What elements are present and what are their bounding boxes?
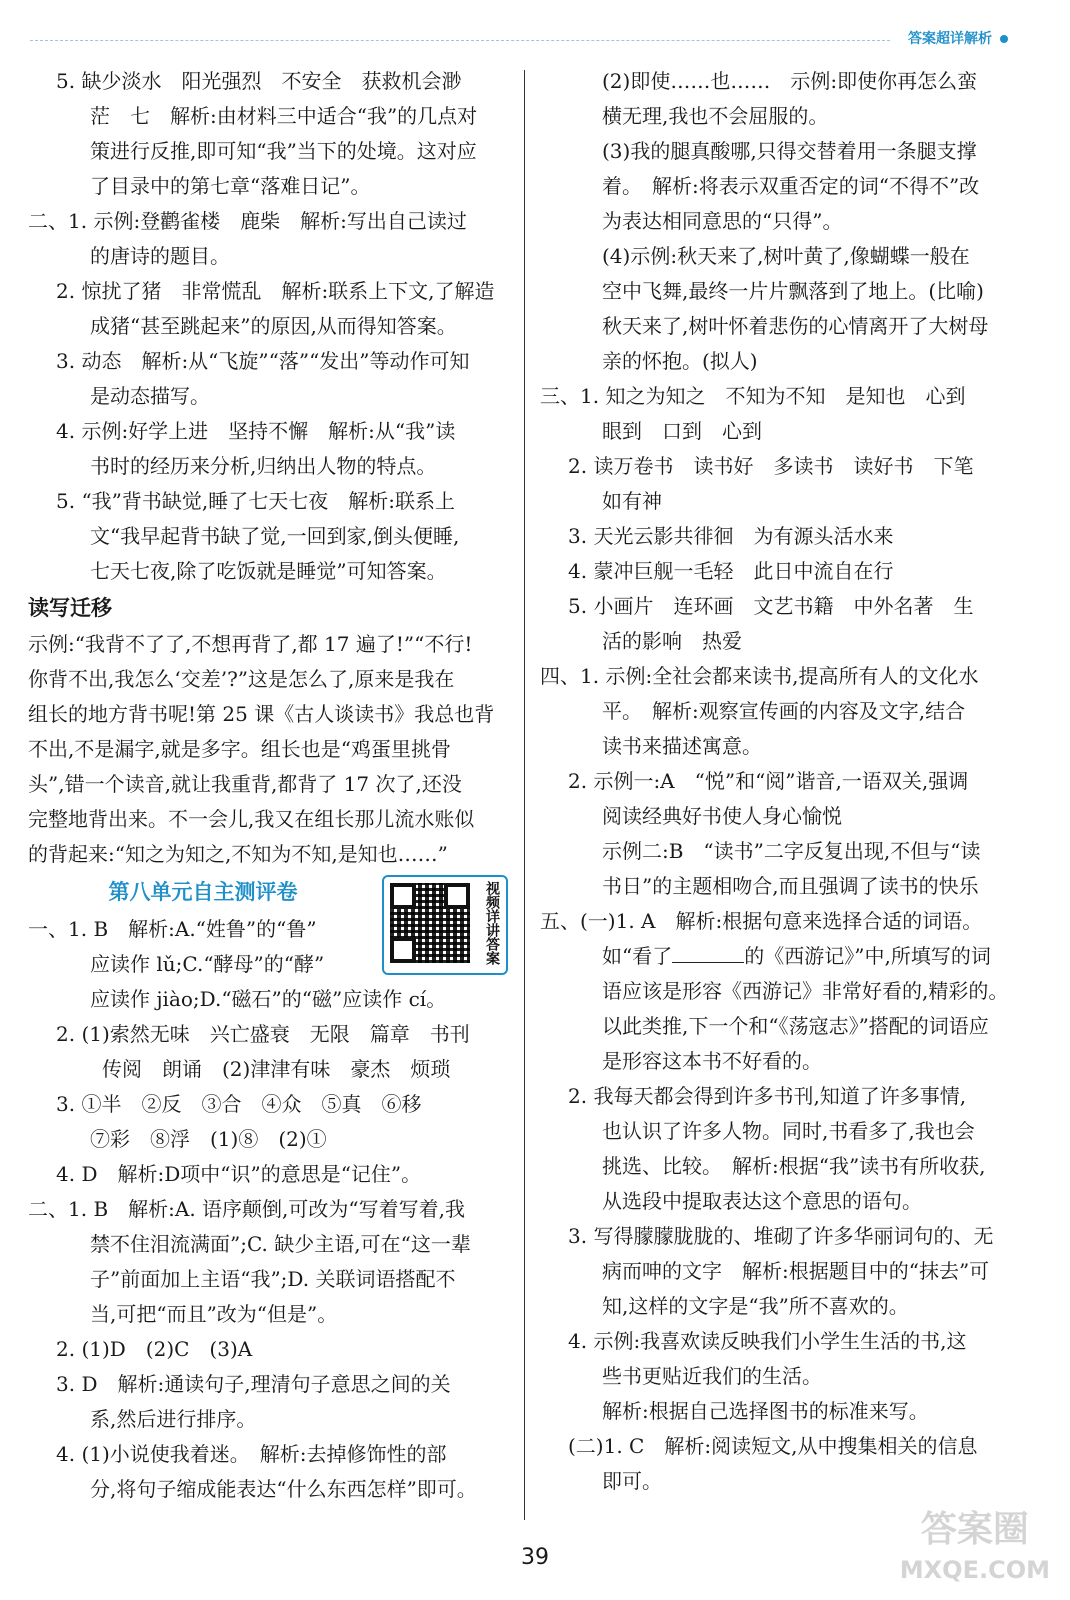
watermark-logo	[900, 1510, 1050, 1590]
unit-title: 第八单元自主测评卷	[108, 880, 298, 904]
text-line: (二)1. C 解析:阅读短文,从中搜集相关的信息	[568, 1434, 978, 1458]
text-line: 3. ①半 ②反 ③合 ④众 ⑤真 ⑥移	[56, 1092, 422, 1116]
text-line: 2. 惊扰了猪 非常慌乱 解析:联系上下文,了解造	[56, 279, 495, 303]
text-line: 4. 蒙冲巨舰一毛轻 此日中流自在行	[568, 559, 894, 583]
text-line: 了目录中的第七章“落难日记”。	[90, 174, 371, 198]
header-dot-icon	[1000, 35, 1008, 43]
text-line: 以此类推,下一个和“《荡寇志》”搭配的词语应	[602, 1014, 989, 1038]
text-line: 应读作 lǔ;C.“酵母”的“酵”	[90, 952, 325, 976]
text-line: 阅读经典好书使人身心愉悦	[602, 804, 842, 828]
text-line: 成猪“甚至跳起来”的原因,从而得知答案。	[90, 314, 457, 338]
text-line: 3. 写得朦朦胧胧的、堆砌了许多华丽词句的、无	[568, 1224, 994, 1248]
text-line: 书日”的主题相吻合,而且强调了读书的快乐	[602, 874, 979, 898]
section-heading-reading-writing: 读写迁移	[28, 596, 112, 620]
text-line: 不出,不是漏字,就是多字。组长也是“鸡蛋里挑骨	[28, 737, 451, 761]
text-line: 眼到 口到 心到	[602, 419, 762, 443]
text-line: 从选段中提取表达这个意思的语句。	[602, 1189, 922, 1213]
text-line: 着。 解析:将表示双重否定的词“不得不”改	[602, 174, 980, 198]
text-line: 是动态描写。	[90, 384, 210, 408]
text-line: ⑦彩 ⑧浮 (1)⑧ (2)①	[90, 1127, 327, 1151]
text-line: 3. 天光云影共徘徊 为有源头活水来	[568, 524, 894, 548]
text-line: 2. 读万卷书 读书好 多读书 读好书 下笔	[568, 454, 974, 478]
page-number: 39	[521, 1545, 549, 1570]
text-line: 书时的经历来分析,归纳出人物的特点。	[90, 454, 437, 478]
watermark-url: MXQE.COM	[899, 1556, 1050, 1584]
text-line: 为表达相同意思的“只得”。	[602, 209, 843, 233]
text-line: 分,将句子缩成能表达“什么东西怎样”即可。	[90, 1477, 477, 1501]
qr-code-icon[interactable]	[390, 883, 470, 963]
text-line: 系,然后进行排序。	[90, 1407, 257, 1431]
text-fragment: 的《西游记》”中,所填写的词	[744, 944, 991, 968]
text-line: 示例二:B “读书”二字反复出现,不但与“读	[602, 839, 981, 863]
text-line: 当,可把“而且”改为“但是”。	[90, 1302, 338, 1326]
text-line: 3. D 解析:通读句子,理清句子意思之间的关	[56, 1372, 451, 1396]
text-line: 2. (1)D (2)C (3)A	[56, 1337, 253, 1361]
qr-finder-icon	[390, 883, 416, 909]
text-line: 4. 示例:我喜欢读反映我们小学生生活的书,这	[568, 1329, 967, 1353]
text-line: 3. 动态 解析:从“飞旋”“落”“发出”等动作可知	[56, 349, 470, 373]
text-line: 即可。	[602, 1469, 662, 1493]
left-column	[28, 64, 518, 1507]
text-line: 二、1. 示例:登鹳雀楼 鹿柴 解析:写出自己读过	[28, 209, 467, 233]
text-line: 的唐诗的题目。	[90, 244, 230, 268]
text-line: 语应该是形容《西游记》非常好看的,精彩的。	[602, 979, 1009, 1003]
text-line: 如有神	[602, 489, 662, 513]
text-line: 的背起来:“知之为知之,不知为不知,是知也……”	[28, 842, 448, 866]
text-line: 解析:根据自己选择图书的标准来写。	[602, 1399, 929, 1423]
text-line: 三、1. 知之为知之 不知为不知 是知也 心到	[540, 384, 966, 408]
text-line: 挑选、比较。 解析:根据“我”读书有所收获,	[602, 1154, 986, 1178]
text-line: 文“我早起背书缺了觉,一回到家,倒头便睡,	[90, 524, 460, 548]
qr-finder-icon	[390, 937, 416, 963]
text-line: 2. 我每天都会得到许多书刊,知道了许多事情,	[568, 1084, 967, 1108]
text-line: (4)示例:秋天来了,树叶黄了,像蝴蝶一般在	[602, 244, 970, 268]
text-line: 策进行反推,即可知“我”当下的处境。这对应	[90, 139, 477, 163]
text-line: 2. 示例一:A “悦”和“阅”谐音,一语双关,强调	[568, 769, 969, 793]
text-line: 完整地背出来。不一会儿,我又在组长那儿流水账似	[28, 807, 475, 831]
right-column	[540, 64, 1020, 1499]
text-line: 病而呻的文字 解析:根据题目中的“抹去”可	[602, 1259, 990, 1283]
text-line: 亲的怀抱。(拟人)	[602, 349, 758, 373]
text-line: 示例:“我背不了了,不想再背了,都 17 遍了!”“不行!	[28, 632, 473, 656]
text-line: 组长的地方背书呢!第 25 课《古人谈读书》我总也背	[28, 702, 495, 726]
text-line: 你背不出,我怎么‘交差’?”这是怎么了,原来是我在	[28, 667, 455, 691]
text-line: 也认识了许多人物。同时,书看多了,我也会	[602, 1119, 975, 1143]
text-line: 五、(一)1. A 解析:根据句意来选择合适的词语。	[540, 909, 983, 933]
text-line: 七天七夜,除了吃饭就是睡觉”可知答案。	[90, 559, 447, 583]
text-line: 读书来描述寓意。	[602, 734, 762, 758]
qr-finder-icon	[444, 883, 470, 909]
text-line: 4. D 解析:D项中“识”的意思是“记住”。	[56, 1162, 422, 1186]
text-fragment: 如“看了	[602, 944, 673, 968]
text-line: 5. 缺少淡水 阳光强烈 不安全 获救机会渺	[56, 69, 462, 93]
text-line: 活的影响 热爱	[602, 629, 742, 653]
text-line: 空中飞舞,最终一片片飘落到了地上。(比喻)	[602, 279, 984, 303]
text-line: 头”,错一个读音,就让我重背,都背了 17 次了,还没	[28, 772, 462, 796]
video-answer-qr-box[interactable]	[382, 875, 508, 975]
text-line: 茫 七 解析:由材料三中适合“我”的几点对	[90, 104, 478, 128]
text-line: (2)即使……也…… 示例:即使你再怎么蛮	[602, 69, 978, 93]
text-line: 禁不住泪流满面”;C. 缺少主语,可在“这一辈	[90, 1232, 471, 1256]
text-line: 5. 小画片 连环画 文艺书籍 中外名著 生	[568, 594, 974, 618]
text-line: 是形容这本书不好看的。	[602, 1049, 822, 1073]
header-divider	[30, 40, 890, 41]
text-line: 平。 解析:观察宣传画的内容及文字,结合	[602, 699, 966, 723]
text-line: 秋天来了,树叶怀着悲伤的心情离开了大树母	[602, 314, 989, 338]
text-line	[540, 939, 1020, 974]
text-line: 一、1. B 解析:A.“姓鲁”的“鲁”	[28, 917, 317, 941]
watermark-text: 答案圈	[920, 1509, 1029, 1550]
column-divider	[524, 70, 525, 1520]
text-line: 些书更贴近我们的生活。	[602, 1364, 822, 1388]
text-line: 应读作 jiào;D.“磁石”的“磁”应读作 cí。	[90, 987, 447, 1011]
header-title: 答案超详解析	[908, 31, 992, 47]
text-line: 传阅 朗诵 (2)津津有味 豪杰 烦琐	[102, 1057, 451, 1081]
text-line: 2. (1)索然无味 兴亡盛衰 无限 篇章 书刊	[56, 1022, 470, 1046]
text-line: 横无理,我也不会屈服的。	[602, 104, 829, 128]
fill-in-blank	[672, 944, 744, 963]
text-line: (3)我的腿真酸哪,只得交替着用一条腿支撑	[602, 139, 977, 163]
text-line: 4. 示例:好学上进 坚持不懈 解析:从“我”读	[56, 419, 456, 443]
qr-label: 视频详讲答案	[484, 881, 500, 965]
text-line: 知,这样的文字是“我”所不喜欢的。	[602, 1294, 909, 1318]
text-line: 5. “我”背书缺觉,睡了七天七夜 解析:联系上	[56, 489, 455, 513]
text-line: 4. (1)小说使我着迷。 解析:去掉修饰性的部	[56, 1442, 447, 1466]
text-line: 四、1. 示例:全社会都来读书,提高所有人的文化水	[540, 664, 979, 688]
text-line: 子”前面加上主语“我”;D. 关联词语搭配不	[90, 1267, 456, 1291]
text-line: 二、1. B 解析:A. 语序颠倒,可改为“写着写着,我	[28, 1197, 465, 1221]
